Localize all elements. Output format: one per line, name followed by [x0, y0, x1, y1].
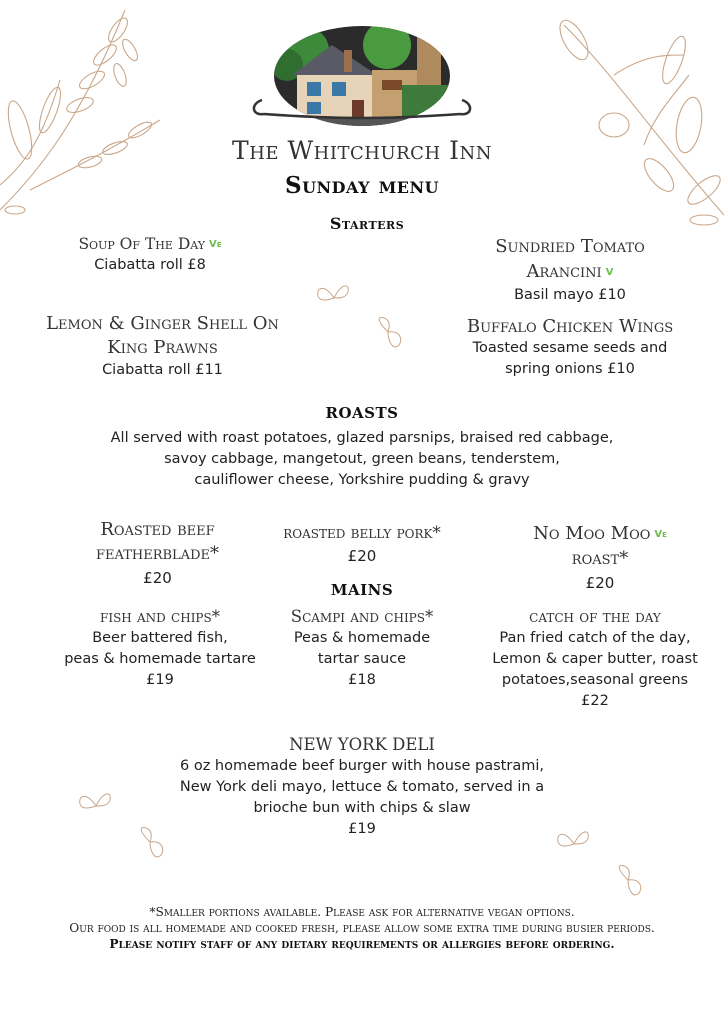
item-name: NEW YORK DELI	[289, 735, 435, 754]
item-name: fish and chips*	[100, 607, 220, 626]
starter-item	[30, 312, 295, 381]
item-price: £19	[348, 821, 376, 837]
starter-item	[470, 234, 670, 306]
footer-notes	[0, 904, 724, 952]
item-desc-line1: 6 oz homemade beef burger with house pastrami,	[180, 758, 544, 774]
starter-item	[450, 316, 690, 380]
item-name-line2: roast*	[571, 548, 629, 569]
item-price: £18	[348, 672, 376, 688]
main-item	[262, 606, 462, 691]
item-name: roasted belly pork*	[283, 523, 441, 542]
item-name-line1: No Moo Moo	[533, 523, 651, 544]
footer-line1: *Smaller portions available. Please ask for alternative vegan options.	[149, 905, 575, 919]
item-price: £22	[581, 693, 609, 709]
butterfly-icon	[76, 786, 116, 812]
item-desc-line2: tartar sauce	[317, 651, 407, 667]
item-desc-line1: Pan fried catch of the day,	[499, 630, 691, 646]
item-desc: Ciabatta roll £11	[102, 362, 223, 378]
item-name-line2: King Prawns	[107, 337, 218, 358]
main-item	[160, 734, 564, 840]
item-name: Scampi and chips*	[290, 607, 434, 626]
item-desc-line2: New York deli mayo, lettuce & tomato, served in a	[179, 779, 545, 795]
footer-line3: Please notify staff of any dietary requirements or allergies before ordering.	[109, 937, 615, 951]
item-name: Buffalo Chicken Wings	[466, 316, 674, 337]
item-name: catch of the day	[529, 607, 661, 626]
main-item	[50, 606, 270, 691]
item-desc-line2: Lemon & caper butter, roast	[492, 651, 698, 667]
item-name-line2: Arancini	[526, 261, 602, 282]
item-name: Soup Of The Day	[78, 235, 206, 253]
starters-heading: Starters	[329, 214, 405, 233]
vegetarian-badge: V	[605, 267, 614, 278]
item-name-line1: Sundried Tomato	[495, 236, 645, 257]
roasts-intro-line2: savoy cabbage, mangetout, green beans, tenderstem,	[164, 451, 560, 467]
item-price: £20	[347, 547, 377, 565]
mains-heading: MAINS	[330, 581, 394, 599]
item-desc-line3: potatoes,seasonal greens	[501, 672, 689, 688]
inn-illustration-logo	[252, 20, 472, 130]
item-desc-line3: brioche bun with chips & slaw	[253, 800, 471, 816]
roast-item	[262, 522, 462, 568]
roasts-intro-line3: cauliflower cheese, Yorkshire pudding & gravy	[194, 472, 530, 488]
item-desc-line2: peas & homemade tartare	[64, 651, 256, 667]
item-price: £20	[143, 569, 172, 587]
item-name-line1: Roasted beef	[100, 519, 215, 540]
item-desc: Ciabatta roll £8	[94, 257, 206, 273]
roasts-heading: ROASTS	[325, 404, 399, 422]
item-price: £20	[585, 574, 615, 592]
menu-title: Sunday menu	[284, 172, 440, 199]
starter-item	[60, 234, 240, 276]
butterfly-icon	[314, 278, 354, 304]
item-desc-line1: Beer battered fish,	[92, 630, 228, 646]
item-desc-line1: Peas & homemade	[293, 630, 431, 646]
inn-name: The Whitchurch Inn	[232, 136, 492, 165]
item-desc-line1: Toasted sesame seeds and	[472, 340, 668, 356]
item-name-line2: featherblade*	[96, 543, 219, 564]
vegan-badge: Ve	[209, 239, 222, 250]
roasts-intro	[0, 428, 724, 491]
butterfly-icon	[374, 316, 404, 350]
roast-item	[70, 518, 245, 590]
butterfly-icon	[614, 864, 644, 898]
roasts-intro-line1: All served with roast potatoes, glazed parsnips, braised red cabbage,	[110, 430, 614, 446]
main-item	[480, 606, 710, 712]
item-name-line1: Lemon & Ginger Shell On	[46, 313, 279, 334]
footer-line2: Our food is all homemade and cooked fresh, please allow some extra time during busier periods.	[69, 921, 655, 935]
item-desc-line2: spring onions £10	[505, 361, 635, 377]
item-desc: Basil mayo £10	[514, 287, 626, 303]
item-price: £19	[146, 672, 174, 688]
vegan-badge: Ve	[654, 529, 667, 540]
